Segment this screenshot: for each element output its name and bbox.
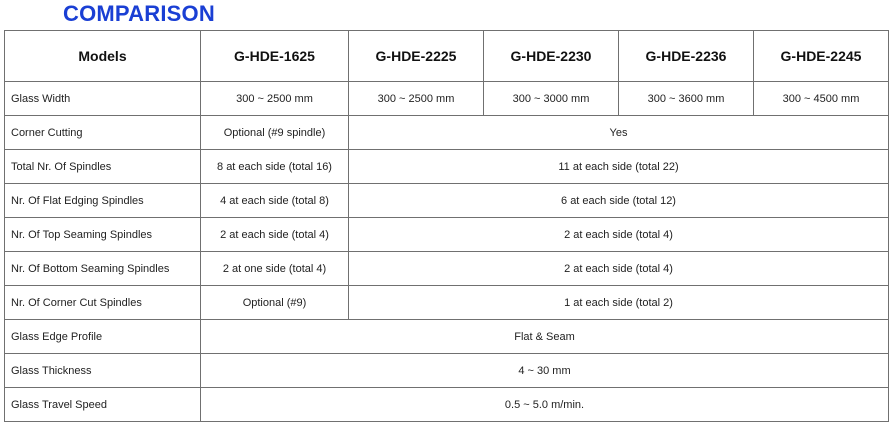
table-cell-merged: Flat & Seam bbox=[201, 320, 889, 354]
table-row bbox=[5, 150, 889, 184]
header-models: Models bbox=[5, 31, 201, 82]
table-cell: 300 ~ 3600 mm bbox=[619, 82, 754, 116]
row-label: Nr. Of Corner Cut Spindles bbox=[5, 286, 201, 320]
row-label: Nr. Of Top Seaming Spindles bbox=[5, 218, 201, 252]
row-label: Glass Width bbox=[5, 82, 201, 116]
table-cell: 4 at each side (total 8) bbox=[201, 184, 349, 218]
row-label: Nr. Of Bottom Seaming Spindles bbox=[5, 252, 201, 286]
header-g-hde-1625: G-HDE-1625 bbox=[201, 31, 349, 82]
table-cell-merged: 4 ~ 30 mm bbox=[201, 354, 889, 388]
table-cell-merged: 11 at each side (total 22) bbox=[349, 150, 889, 184]
table-cell: 300 ~ 4500 mm bbox=[754, 82, 889, 116]
header-g-hde-2230: G-HDE-2230 bbox=[484, 31, 619, 82]
header-g-hde-2225: G-HDE-2225 bbox=[349, 31, 484, 82]
table-row bbox=[5, 82, 889, 116]
table-cell: 2 at one side (total 4) bbox=[201, 252, 349, 286]
table-row bbox=[5, 252, 889, 286]
header-g-hde-2236: G-HDE-2236 bbox=[619, 31, 754, 82]
row-label: Glass Edge Profile bbox=[5, 320, 201, 354]
table-row bbox=[5, 184, 889, 218]
table-row bbox=[5, 320, 889, 354]
table-header-row bbox=[5, 31, 889, 82]
table-cell-merged: 6 at each side (total 12) bbox=[349, 184, 889, 218]
table-cell: Optional (#9) bbox=[201, 286, 349, 320]
table-cell: 300 ~ 2500 mm bbox=[201, 82, 349, 116]
table-cell: 300 ~ 3000 mm bbox=[484, 82, 619, 116]
table-cell-merged: 2 at each side (total 4) bbox=[349, 252, 889, 286]
table-row bbox=[5, 286, 889, 320]
row-label: Corner Cutting bbox=[5, 116, 201, 150]
table-cell-merged: 0.5 ~ 5.0 m/min. bbox=[201, 388, 889, 422]
table-row bbox=[5, 354, 889, 388]
table-cell-merged: 1 at each side (total 2) bbox=[349, 286, 889, 320]
row-label: Glass Travel Speed bbox=[5, 388, 201, 422]
table-cell: 2 at each side (total 4) bbox=[201, 218, 349, 252]
table-cell-merged: Yes bbox=[349, 116, 889, 150]
comparison-table bbox=[4, 30, 889, 422]
row-label: Glass Thickness bbox=[5, 354, 201, 388]
table-row bbox=[5, 116, 889, 150]
row-label: Total Nr. Of Spindles bbox=[5, 150, 201, 184]
table-row bbox=[5, 218, 889, 252]
row-label: Nr. Of Flat Edging Spindles bbox=[5, 184, 201, 218]
header-g-hde-2245: G-HDE-2245 bbox=[754, 31, 889, 82]
table-cell: 300 ~ 2500 mm bbox=[349, 82, 484, 116]
table-cell: 8 at each side (total 16) bbox=[201, 150, 349, 184]
table-cell-merged: 2 at each side (total 4) bbox=[349, 218, 889, 252]
page-title: COMPARISON bbox=[63, 1, 215, 26]
table-cell: Optional (#9 spindle) bbox=[201, 116, 349, 150]
table-row bbox=[5, 388, 889, 422]
